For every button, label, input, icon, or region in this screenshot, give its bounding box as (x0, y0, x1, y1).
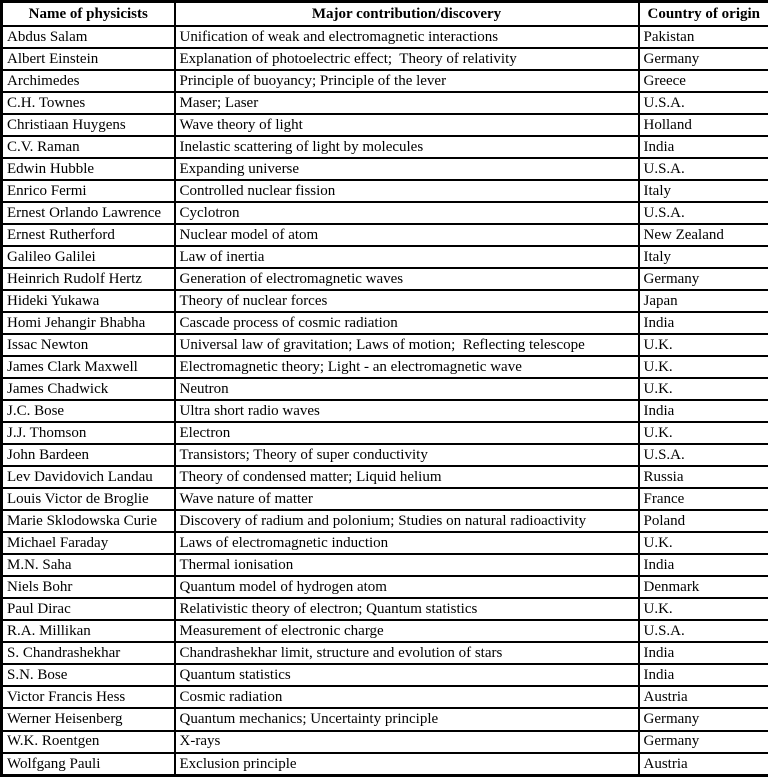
cell-contribution: Controlled nuclear fission (175, 180, 639, 202)
cell-physicist-name: C.H. Townes (2, 92, 175, 114)
cell-country: New Zealand (639, 224, 768, 246)
cell-contribution: Thermal ionisation (175, 554, 639, 576)
cell-physicist-name: Paul Dirac (2, 598, 175, 620)
header-name-of-physicists: Name of physicists (2, 2, 175, 27)
cell-physicist-name: Enrico Fermi (2, 180, 175, 202)
cell-physicist-name: Albert Einstein (2, 48, 175, 70)
cell-country: Denmark (639, 576, 768, 598)
cell-physicist-name: J.C. Bose (2, 400, 175, 422)
cell-contribution: Quantum model of hydrogen atom (175, 576, 639, 598)
cell-country: Austria (639, 753, 768, 776)
cell-contribution: Exclusion principle (175, 753, 639, 776)
cell-country: U.K. (639, 378, 768, 400)
cell-physicist-name: Ernest Rutherford (2, 224, 175, 246)
cell-physicist-name: Abdus Salam (2, 26, 175, 48)
cell-contribution: X-rays (175, 731, 639, 753)
cell-country: Germany (639, 708, 768, 730)
table-row (2, 70, 768, 92)
table-row (2, 356, 768, 378)
cell-country: U.S.A. (639, 202, 768, 224)
table-row (2, 224, 768, 246)
cell-country: Germany (639, 268, 768, 290)
table-row (2, 136, 768, 158)
table-row (2, 510, 768, 532)
cell-country: India (639, 400, 768, 422)
table-row (2, 686, 768, 708)
table-row (2, 158, 768, 180)
table-row (2, 400, 768, 422)
table-body (2, 26, 768, 776)
cell-country: India (639, 312, 768, 334)
cell-physicist-name: Hideki Yukawa (2, 290, 175, 312)
cell-contribution: Relativistic theory of electron; Quantum statistics (175, 598, 639, 620)
cell-physicist-name: Wolfgang Pauli (2, 753, 175, 776)
cell-contribution: Theory of condensed matter; Liquid helium (175, 466, 639, 488)
table-row (2, 48, 768, 70)
table-row (2, 378, 768, 400)
cell-physicist-name: M.N. Saha (2, 554, 175, 576)
cell-country: Greece (639, 70, 768, 92)
cell-physicist-name: S.N. Bose (2, 664, 175, 686)
cell-physicist-name: R.A. Millikan (2, 620, 175, 642)
table-row (2, 26, 768, 48)
table-row (2, 488, 768, 510)
cell-contribution: Inelastic scattering of light by molecules (175, 136, 639, 158)
cell-physicist-name: James Clark Maxwell (2, 356, 175, 378)
cell-country: Germany (639, 731, 768, 753)
cell-country: Poland (639, 510, 768, 532)
cell-physicist-name: Marie Sklodowska Curie (2, 510, 175, 532)
cell-physicist-name: J.J. Thomson (2, 422, 175, 444)
cell-physicist-name: S. Chandrashekhar (2, 642, 175, 664)
cell-physicist-name: Homi Jehangir Bhabha (2, 312, 175, 334)
table-row (2, 708, 768, 730)
table-row (2, 620, 768, 642)
cell-physicist-name: Lev Davidovich Landau (2, 466, 175, 488)
cell-contribution: Chandrashekhar limit, structure and evolution of stars (175, 642, 639, 664)
cell-country: Russia (639, 466, 768, 488)
cell-contribution: Nuclear model of atom (175, 224, 639, 246)
cell-country: U.S.A. (639, 92, 768, 114)
cell-country: U.S.A. (639, 620, 768, 642)
cell-contribution: Theory of nuclear forces (175, 290, 639, 312)
table-row (2, 312, 768, 334)
cell-country: U.K. (639, 356, 768, 378)
cell-country: India (639, 554, 768, 576)
cell-contribution: Maser; Laser (175, 92, 639, 114)
table-row (2, 466, 768, 488)
cell-contribution: Wave theory of light (175, 114, 639, 136)
table-row (2, 180, 768, 202)
header-major-contribution: Major contribution/discovery (175, 2, 639, 27)
cell-physicist-name: Archimedes (2, 70, 175, 92)
table-row (2, 753, 768, 776)
cell-physicist-name: Niels Bohr (2, 576, 175, 598)
table-row (2, 334, 768, 356)
cell-contribution: Unification of weak and electromagnetic interactions (175, 26, 639, 48)
cell-contribution: Principle of buoyancy; Principle of the lever (175, 70, 639, 92)
table-row (2, 92, 768, 114)
cell-physicist-name: Louis Victor de Broglie (2, 488, 175, 510)
cell-physicist-name: Michael Faraday (2, 532, 175, 554)
cell-contribution: Law of inertia (175, 246, 639, 268)
cell-contribution: Neutron (175, 378, 639, 400)
table-header-row (2, 2, 768, 27)
table-row (2, 422, 768, 444)
cell-contribution: Universal law of gravitation; Laws of motion; Reflecting telescope (175, 334, 639, 356)
cell-physicist-name: James Chadwick (2, 378, 175, 400)
cell-physicist-name: Christiaan Huygens (2, 114, 175, 136)
cell-physicist-name: Galileo Galilei (2, 246, 175, 268)
cell-physicist-name: Victor Francis Hess (2, 686, 175, 708)
cell-country: India (639, 136, 768, 158)
cell-physicist-name: John Bardeen (2, 444, 175, 466)
cell-contribution: Discovery of radium and polonium; Studies on natural radioactivity (175, 510, 639, 532)
table-row (2, 576, 768, 598)
cell-contribution: Ultra short radio waves (175, 400, 639, 422)
cell-country: Pakistan (639, 26, 768, 48)
table-row (2, 246, 768, 268)
cell-physicist-name: Edwin Hubble (2, 158, 175, 180)
cell-contribution: Electron (175, 422, 639, 444)
cell-country: Japan (639, 290, 768, 312)
cell-country: Italy (639, 246, 768, 268)
cell-contribution: Explanation of photoelectric effect; Theory of relativity (175, 48, 639, 70)
table-row (2, 290, 768, 312)
cell-contribution: Wave nature of matter (175, 488, 639, 510)
table-row (2, 554, 768, 576)
cell-country: U.K. (639, 422, 768, 444)
table-row (2, 664, 768, 686)
cell-physicist-name: C.V. Raman (2, 136, 175, 158)
cell-physicist-name: Werner Heisenberg (2, 708, 175, 730)
cell-contribution: Laws of electromagnetic induction (175, 532, 639, 554)
table-row (2, 731, 768, 753)
table-row (2, 532, 768, 554)
cell-contribution: Cascade process of cosmic radiation (175, 312, 639, 334)
cell-physicist-name: Issac Newton (2, 334, 175, 356)
cell-contribution: Quantum statistics (175, 664, 639, 686)
table-row (2, 202, 768, 224)
cell-contribution: Generation of electromagnetic waves (175, 268, 639, 290)
cell-physicist-name: Heinrich Rudolf Hertz (2, 268, 175, 290)
cell-country: Austria (639, 686, 768, 708)
cell-contribution: Cyclotron (175, 202, 639, 224)
table-row (2, 642, 768, 664)
cell-contribution: Measurement of electronic charge (175, 620, 639, 642)
cell-country: France (639, 488, 768, 510)
cell-country: U.K. (639, 598, 768, 620)
table-row (2, 444, 768, 466)
cell-contribution: Quantum mechanics; Uncertainty principle (175, 708, 639, 730)
cell-contribution: Expanding universe (175, 158, 639, 180)
cell-contribution: Electromagnetic theory; Light - an electromagnetic wave (175, 356, 639, 378)
cell-contribution: Transistors; Theory of super conductivity (175, 444, 639, 466)
cell-country: Holland (639, 114, 768, 136)
cell-country: India (639, 642, 768, 664)
cell-country: U.S.A. (639, 158, 768, 180)
cell-country: Germany (639, 48, 768, 70)
cell-country: U.S.A. (639, 444, 768, 466)
cell-country: India (639, 664, 768, 686)
table-row (2, 598, 768, 620)
table-row (2, 268, 768, 290)
cell-physicist-name: W.K. Roentgen (2, 731, 175, 753)
header-country-of-origin: Country of origin (639, 2, 768, 27)
cell-country: U.K. (639, 532, 768, 554)
cell-contribution: Cosmic radiation (175, 686, 639, 708)
cell-country: Italy (639, 180, 768, 202)
cell-country: U.K. (639, 334, 768, 356)
cell-physicist-name: Ernest Orlando Lawrence (2, 202, 175, 224)
table-row (2, 114, 768, 136)
